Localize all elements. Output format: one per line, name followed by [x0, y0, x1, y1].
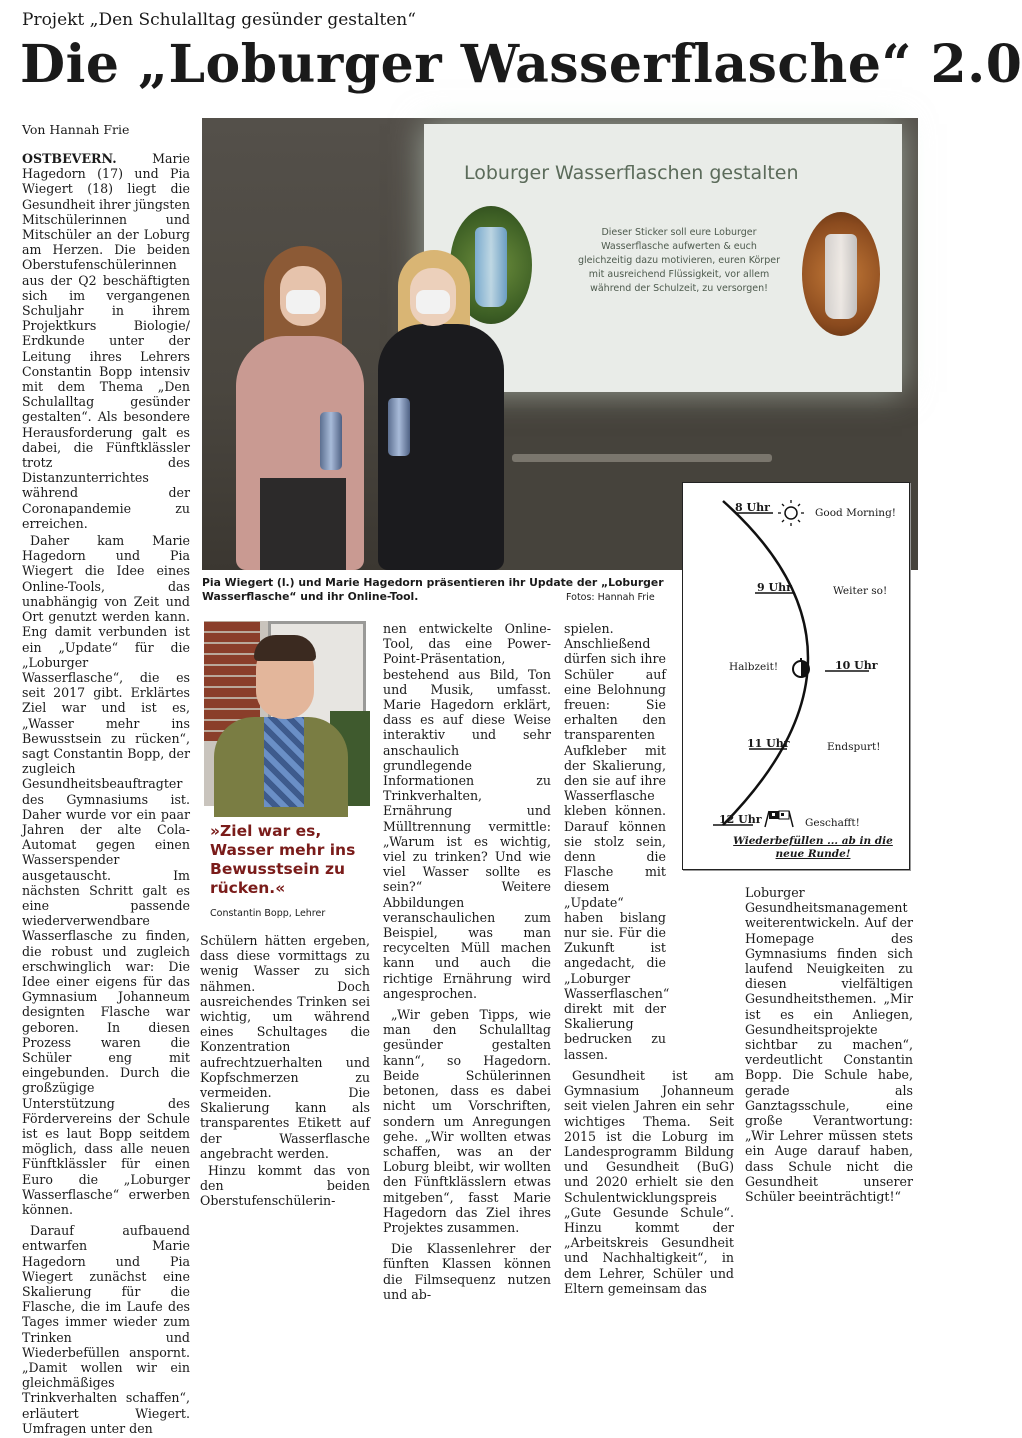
paragraph: Schülern hätten ergeben, dass diese vormittags zu wenig Wasser zu sich nähmen. Doch ausreichendes Trinken sei wichtig, um während eines Schultages die Konzentration aufrechtzuerhalten und Kopfschmerzen zu vermeiden. Die Skalierung kann als transparentes Etikett auf der Wasserflasche angebracht werden.: [200, 933, 370, 1161]
sticker-footer: Wiederbefüllen ... ab in die neue Runde!: [733, 835, 893, 860]
paragraph: Darauf aufbauend entwarfen Marie Hagedorn und Pia Wiegert zunächst eine Skalierung für die Flasche, die im Laufe des Tages immer wieder zum Trinken und Wiederbefüllen anspornt. „Damit wollen wir ein gleichmäßiges Trinkverhalten schaffen“, erläutert Wiegert. Umfragen unter den: [22, 1223, 190, 1436]
portrait-photo: [204, 621, 366, 806]
sun-icon: [778, 500, 804, 526]
quote-attribution: Constantin Bopp, Lehrer: [210, 908, 326, 919]
dateline: OSTBEVERN.: [22, 151, 117, 166]
stopwatch-icon: [793, 658, 809, 677]
paragraph: Daher kam Marie Hagedorn und Pia Wiegert die Idee eines Online-Tools, das unabhängig von Zeit und Ort genutzt werden kann. Eng damit verbunden ist ein „Update“ für die „Loburger Wasserflasche“, die es seit 2017 gibt. Erklärtes Ziel war und ist es, „Wasser mehr ins Bewusstsein zu rücken“, sagt Constantin Bopp, der zugleich Gesundheitsbeauftragter des Gymnasiums ist. Daher wurde vor ein paar Jahren der alte Cola-Automat gegen einen Wasserspender ausgetauscht. Im nächsten Schritt galt es eine passende wiederverwendbare Wasserflasche zu finden, die robust und zugleich erschwinglich war: Die Idee einer eigens für das Gymnasium Johanneum designten Flasche war geboren. In diesen Prozess waren die Schüler eng mit eingebunden. Durch die großzügige Unterstützung des Fördervereins der Schule ist es laut Bopp seitdem möglich, dass alle neuen Fünftklässler für einen Euro die „Loburger Wasserflasche“ erwerben können.: [22, 533, 190, 1218]
message-9: Weiter so!: [833, 585, 888, 597]
message-12: Geschafft!: [805, 817, 860, 829]
article-column-5: [745, 885, 913, 1206]
paragraph: Die Klassenlehrer der fünften Klassen können die Filmsequenz nutzen und ab-: [383, 1241, 551, 1302]
kicker: Projekt „Den Schulalltag gesünder gestalten“: [22, 10, 416, 30]
time-8: 8 Uhr: [735, 501, 770, 514]
photo-credit: Fotos: Hannah Frie: [566, 592, 655, 603]
paragraph: nen entwickelte Online-Tool, das eine Power-Point-Präsentation, bestehend aus Bild, Ton und Musik, umfasst. Marie Hagedorn erklärt, dass es auf diese Weise interaktiv und sehr anschaulich grundlegende Informationen zu Trinkverhalten, Ernährung und Mülltrennung vermittle: „Warum ist es wichtig, viel zu trinken? Und wie viel Wasser sollte es sein?“ Weitere Abbildungen veranschaulichen zum Beispiel, was man recycelten Müll machen kann und auch die richtige Ernährung wird angesprochen.: [383, 621, 551, 1001]
article-column-1: [22, 151, 190, 1438]
screen-text: Dieser Sticker soll eure Loburger Wasserflasche aufwerten & euch gleichzeitig dazu motivieren, euren Körper mit ausreichend Flüssigkeit, vor allem während der Schulzeit, zu versorgen!: [577, 227, 780, 294]
paragraph: spielen. Anschließend dürfen sich ihre Schüler auf eine Belohnung freuen: Sie erhalten den transparenten Aufkleber mit der Skalierung, den sie auf ihre Wasserflasche kleben können. Darauf können sie stolz sein, denn die Flasche mit diesem „Update“ haben bislang nur sie. Für die Zukunft ist angedacht, die „Loburger Wasserflaschen“ direkt mit der Skalierung bedrucken zu lassen.: [564, 621, 670, 1062]
time-10: 10 Uhr: [835, 659, 878, 672]
time-9: 9 Uhr: [757, 581, 792, 594]
article-column-2: [200, 933, 370, 1211]
paragraph: Gesundheit ist am Gymnasium Johanneum seit vielen Jahren ein sehr wichtiges Thema. Seit 2015 ist die Loburg im Landesprogramm Bildung und Gesundheit (BuG) und 2020 erhielt sie den Schulentwicklungspreis „Gute Gesunde Schule“. Hinzu kommt der „Arbeitskreis Gesundheit und Nachhaltigkeit“, in dem Lehrer, Schüler und Eltern gemeinsam das: [564, 1067, 734, 1296]
photo-caption: Pia Wiegert (l.) und Marie Hagedorn präsentieren ihr Update der „Loburger Wasserflasche“ und ihr Online-Tool.: [202, 576, 664, 603]
finish-flags-icon: [765, 811, 793, 827]
scale-curve: [683, 483, 911, 871]
headline: Die „Loburger Wasserflasche“ 2.0: [20, 34, 1022, 95]
hydration-scale-sticker: [682, 482, 910, 870]
time-11: 11 Uhr: [747, 737, 790, 750]
paragraph: „Wir geben Tipps, wie man den Schulalltag gesünder gestalten kann“, so Hagedorn. Beide Schülerinnen betonen, dass es dabei nicht um Vorschriften, sondern um Anregungen gehe. „Wir wollten etwas schaffen, was an der Loburg bleibt, wir wollten den Fünftklässlern etwas mitgeben“, fasst Marie Hagedorn das Ziel ihres Projektes zusammen.: [383, 1007, 551, 1235]
message-8: Good Morning!: [815, 507, 897, 519]
screen-title: Loburger Wasserflaschen gestalten: [464, 162, 799, 184]
pull-quote: »Ziel war es, Wasser mehr ins Bewusstsein zu rücken.«: [210, 822, 356, 897]
byline: Von Hannah Frie: [22, 122, 130, 137]
paragraph: Loburger Gesundheitsmanagement weiterentwickeln. Auf der Homepage des Gymnasiums finden sich laufend Neuigkeiten zu diesen vielfältigen Gesundheitsthemen. „Mir ist es ein Anliegen, Gesundheitsprojekte sichtbar zu machen“, verdeutlicht Constantin Bopp. Die Schule habe, gerade als Ganztagsschule, eine große Verantwortung: „Wir Lehrer müssen stets ein Auge darauf haben, dass Schule nicht die Gesundheit unserer Schüler beeinträchtigt!“: [745, 885, 913, 1205]
paragraph: Hinzu kommt das von den beiden Oberstufenschülerin-: [200, 1163, 370, 1209]
message-10: Halbzeit!: [729, 661, 779, 673]
article-column-3: [383, 621, 551, 1304]
paragraph: OSTBEVERN. Marie Hagedorn (17) und Pia Wiegert (18) liegt die Gesundheit ihrer jüngsten Mitschülerinnen und Mitschüler an der Loburg am Herzen. Die beiden Oberstufenschülerinnen aus der Q2 beschäftigten sich im vergangenen Schuljahr in ihrem Projektkurs Biologie/ Erdkunde unter der Leitung ihres Lehrers Constantin Bopp intensiv mit dem Thema „Den Schulalltag gesünder gestalten“. Als besondere Herausforderung galt es dabei, die Fünftklässler trotz des Distanzunterrichtes während der Coronapandemie zu erreichen.: [22, 151, 190, 531]
message-11: Endspurt!: [827, 741, 881, 753]
time-12: 12 Uhr: [719, 813, 762, 826]
bottle-photo-right: [802, 212, 880, 336]
